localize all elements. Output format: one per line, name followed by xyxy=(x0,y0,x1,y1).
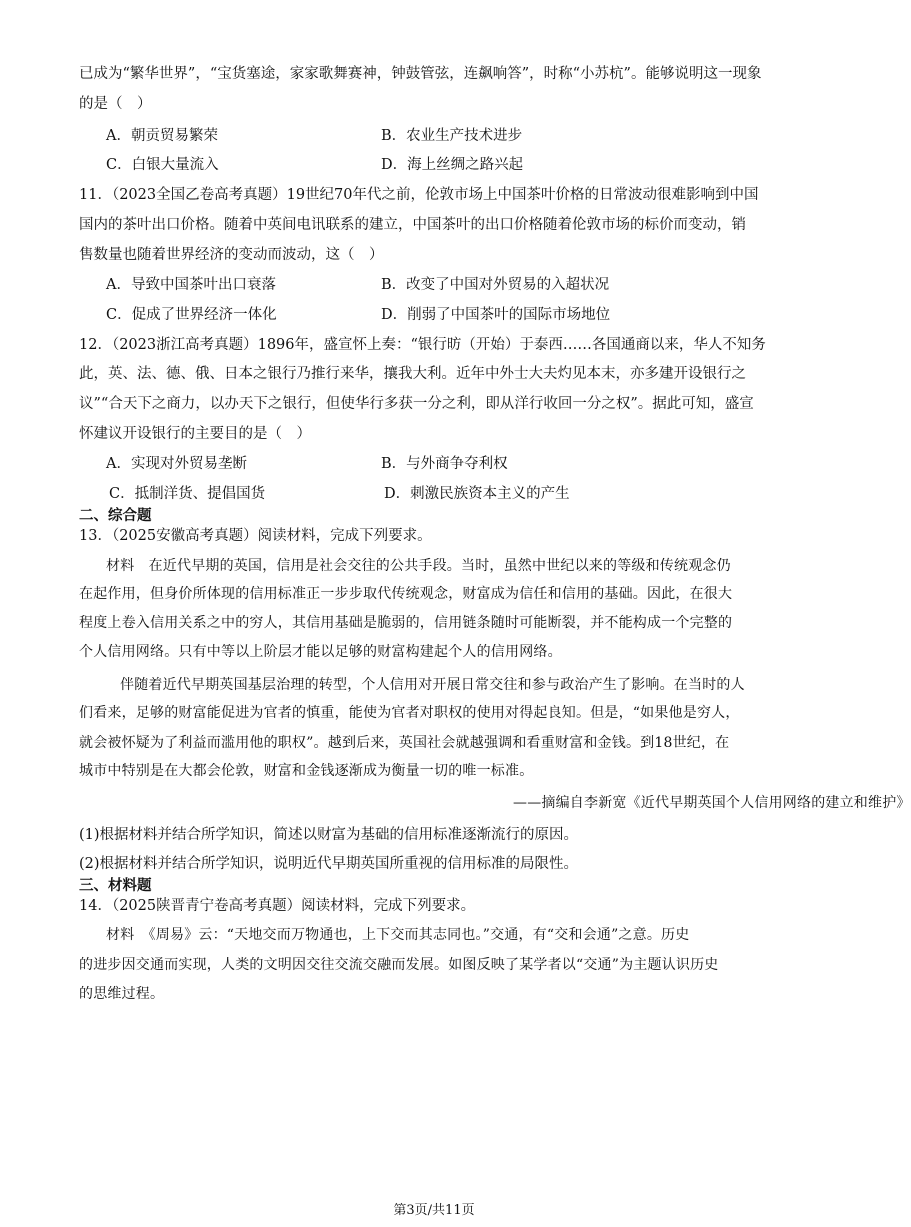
q10-stem-line-2: 的是（ ） xyxy=(79,96,152,112)
q12-option-b: B．与外商争夺利权 xyxy=(381,456,508,472)
q13-material-source: ——摘编自李新宽《近代早期英国个人信用网络的建立和维护》 xyxy=(513,795,911,811)
section-heading-material: 三、材料题 xyxy=(79,878,152,894)
q10-option-c: C．白银大量流入 xyxy=(106,157,219,173)
section-heading-comprehensive: 二、综合题 xyxy=(79,508,152,524)
q13-requirement-2: (2)根据材料并结合所学知识，说明近代早期英国所重视的信用标准的局限性。 xyxy=(79,856,579,872)
q12-option-c: C．抵制洋货、提倡国货 xyxy=(109,486,266,502)
q13-material-line-4: 个人信用网络。只有中等以上阶层才能以足够的财富构建起个人的信用网络。 xyxy=(79,644,562,660)
q13-material-line-8: 城市中特别是在大都会伦敦，财富和金钱逐渐成为衡量一切的唯一标准。 xyxy=(79,763,534,779)
q12-stem-line-1: 12．（2023浙江高考真题）1896年，盛宣怀上奏：“银行昉（开始）于泰西……各国通商以来，华人不知务 xyxy=(79,337,766,353)
q12-stem-line-2: 此，英、法、德、俄、日本之银行乃推行来华，攘我大利。近年中外士大夫灼见本末，亦多建开设银行之 xyxy=(79,366,746,382)
q11-option-b: B．改变了中国对外贸易的入超状况 xyxy=(381,277,610,293)
q14-material-line-3: 的思维过程。 xyxy=(79,986,165,1002)
q12-stem-line-3: 议”“合天下之商力，以办天下之银行，但使华行多获一分之利，即从洋行收回一分之权”。据此可知，盛宣 xyxy=(79,396,754,412)
q14-material-line-2: 的进步因交通而实现，人类的文明因交往交流交融而发展。如图反映了某学者以“交通”为主题认识历史 xyxy=(79,957,719,973)
q13-material-line-2: 在起作用，但身价所体现的信用标准正一步步取代传统观念，财富成为信任和信用的基础。因此，在很大 xyxy=(79,586,733,602)
q12-stem-line-4: 怀建议开设银行的主要目的是（ ） xyxy=(79,426,311,442)
q10-option-a: A．朝贡贸易繁荣 xyxy=(106,128,218,144)
q11-option-c: C．促成了世界经济一体化 xyxy=(106,307,277,323)
q12-option-d: D．刺激民族资本主义的产生 xyxy=(384,486,570,502)
q13-material-line-7: 就会被怀疑为了利益而滥用他的职权”。越到后来，英国社会就越强调和看重财富和金钱。到18世纪，在 xyxy=(79,735,730,751)
q11-stem-line-2: 国内的茶叶出口价格。随着中英间电讯联系的建立，中国茶叶的出口价格随着伦敦市场的标价而变动，销 xyxy=(79,217,746,233)
q13-requirement-1: (1)根据材料并结合所学知识，简述以财富为基础的信用标准逐渐流行的原因。 xyxy=(79,827,579,843)
q13-material-line-1: 材料 在近代早期的英国，信用是社会交往的公共手段。当时，虽然中世纪以来的等级和传统观念仍 xyxy=(106,558,731,574)
q11-option-d: D．削弱了中国茶叶的国际市场地位 xyxy=(381,307,611,323)
q10-option-b: B．农业生产技术进步 xyxy=(381,128,523,144)
q13-material-line-3: 程度上卷入信用关系之中的穷人，其信用基础是脆弱的，信用链条随时可能断裂，并不能构成一个完整的 xyxy=(79,615,733,631)
q14-material-line-1: 材料 《周易》云：“天地交而万物通也，上下交而其志同也。”交通，有“交和会通”之意。历史 xyxy=(106,927,690,943)
q11-option-a: A．导致中国茶叶出口衰落 xyxy=(106,277,276,293)
q14-stem: 14．（2025陕晋青宁卷高考真题）阅读材料，完成下列要求。 xyxy=(79,898,476,914)
q10-option-d: D．海上丝绸之路兴起 xyxy=(381,157,524,173)
q11-stem-line-3: 售数量也随着世界经济的变动而波动，这（ ） xyxy=(79,247,384,263)
page-number: 第3页/共11页 xyxy=(393,1203,475,1218)
q10-stem-line-1: 已成为“繁华世界”，“宝货塞途，家家歌舞赛神，钟鼓管弦，连飙响答”，时称“小苏杭”。能够说明这一现象 xyxy=(79,66,762,82)
q11-stem-line-1: 11．（2023全国乙卷高考真题）19世纪70年代之前，伦敦市场上中国茶叶价格的日常波动很难影响到中国 xyxy=(79,187,759,203)
q13-stem: 13．（2025安徽高考真题）阅读材料，完成下列要求。 xyxy=(79,528,432,544)
q13-material-line-5: 伴随着近代早期英国基层治理的转型，个人信用对开展日常交往和参与政治产生了影响。在当时的人 xyxy=(120,677,745,693)
q13-material-line-6: 们看来，足够的财富能促进为官者的慎重，能使为官者对职权的使用对得起良知。但是，“如果他是穷人， xyxy=(79,705,740,721)
q12-option-a: A．实现对外贸易垄断 xyxy=(106,456,247,472)
